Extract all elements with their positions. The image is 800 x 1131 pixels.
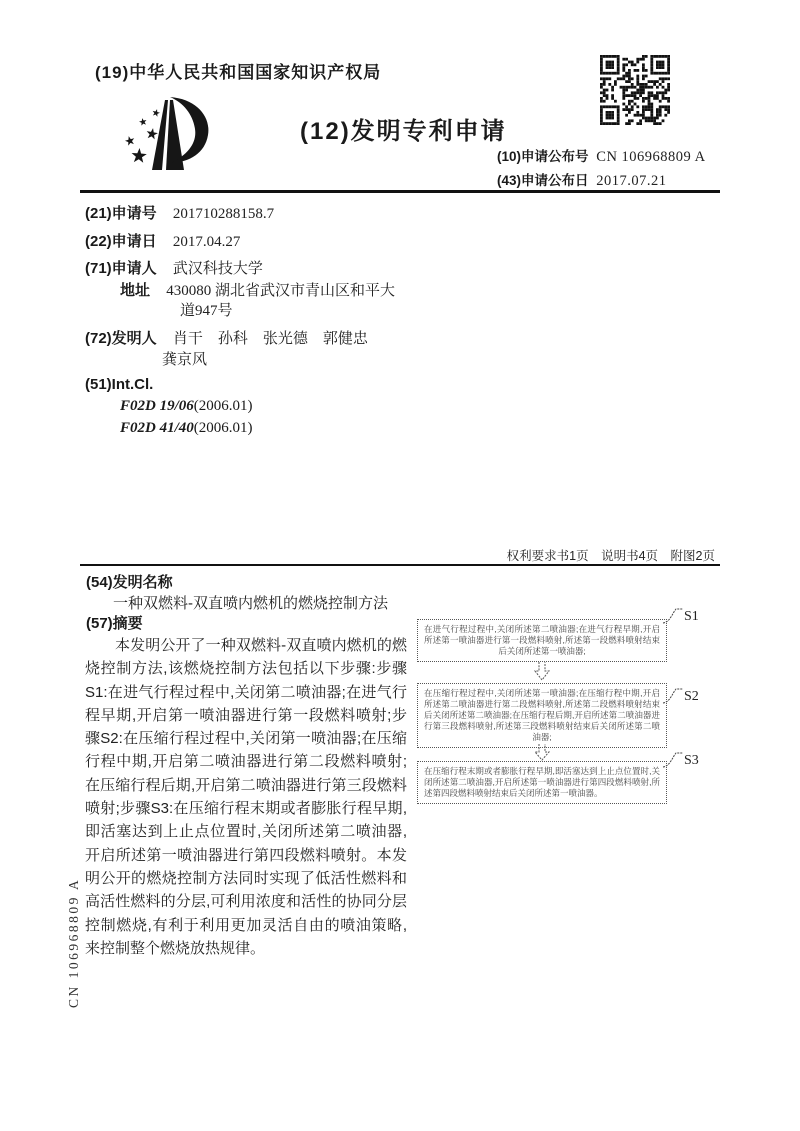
mid-divider (80, 564, 720, 566)
application-date-value: 2017.04.27 (172, 234, 241, 250)
application-date-label: (22)申请日 (85, 233, 157, 250)
inventors-row-2 (162, 348, 207, 369)
publication-date-row (497, 169, 667, 190)
application-number-row (85, 202, 274, 223)
side-publication-code: CN 106968809 A (66, 877, 81, 1008)
pages-info: 权利要求书1页 说明书4页 附图2页 (506, 549, 715, 563)
application-date-row (85, 230, 240, 251)
intcl-entry-1 (120, 398, 253, 415)
publication-date-label: (43)申请公布日 (497, 173, 589, 188)
intcl-row (85, 376, 153, 393)
intcl-code-2: F02D 41/40 (120, 420, 194, 436)
publication-number-value: CN 106968809 A (596, 149, 706, 165)
publication-number-row (497, 145, 706, 166)
intcl-edition-1: (2006.01) (193, 398, 253, 414)
intcl-label: (51)Int.Cl. (85, 376, 154, 393)
intcl-edition-2: (2006.01) (193, 420, 253, 436)
flowchart-step-s1-label: S1 (662, 606, 699, 625)
address-row (120, 279, 395, 300)
application-number-label: (21)申请号 (85, 205, 157, 222)
inventors-row (85, 327, 368, 348)
publication-number-label: (10)申请公布号 (497, 149, 589, 164)
flowchart-step-s3-box: 在压缩行程末期或者膨胀行程早期,即活塞达到上止点位置时,关闭所述第二喷油器,开启所述第一喷油器进行第四段燃料喷射,所述第四段燃料喷射结束后关闭所述第一喷油器。 (417, 761, 667, 804)
applicant-value: 武汉科技大学 (172, 261, 263, 277)
applicant-label: (71)申请人 (85, 260, 157, 277)
inventors-line1: 肖干 孙科 张光德 郭健忠 (172, 331, 368, 347)
s2-connector-icon (662, 686, 684, 704)
abstract-label: (57)摘要 (86, 615, 143, 632)
cnipa-logo-icon (112, 92, 217, 174)
s3-connector-icon (662, 750, 684, 768)
flowchart-step-s1-box: 在进气行程过程中,关闭所述第二喷油器;在进气行程早期,开启所述第一喷油器进行第一段燃料喷射,所述第一段燃料喷射结束后关闭所述第一喷油器; (417, 619, 667, 662)
flow-arrow-1-icon (533, 662, 551, 681)
header-divider (80, 190, 720, 193)
address-line2: 道947号 (180, 303, 233, 319)
invention-title: 一种双燃料-双直喷内燃机的燃烧控制方法 (113, 595, 388, 612)
intcl-entry-2 (120, 420, 253, 437)
applicant-row (85, 257, 263, 278)
inventors-line2: 龚京风 (162, 352, 208, 368)
publication-date-value: 2017.07.21 (596, 173, 667, 189)
inventors-label: (72)发明人 (85, 330, 157, 347)
flow-arrow-2-icon (533, 744, 551, 761)
invention-title-label: (54)发明名称 (86, 574, 173, 591)
office-name: (19)中华人民共和国国家知识产权局 (95, 63, 382, 82)
application-number-value: 201710288158.7 (172, 206, 275, 222)
qr-code-icon (600, 55, 670, 125)
intcl-code-1: F02D 19/06 (120, 398, 194, 414)
address-line1: 430080 湖北省武汉市青山区和平大 (166, 283, 395, 299)
address-row-2 (180, 299, 233, 320)
flowchart-step-s2-label: S2 (662, 686, 699, 705)
abstract-text: 本发明公开了一种双燃料-双直喷内燃机的燃烧控制方法,该燃烧控制方法包括以下步骤:步骤S1:在进气行程过程中,关闭第二喷油器;在进气行程早期,开启第一喷油器进行第一段燃料喷射;步骤S2:在压缩行程过程中,关闭第一喷油器;在压缩行程中期,开启第二喷油器进行第二段燃料喷射;在压缩行程后期,开启第二喷油器进行第三段燃料喷射;步骤S3:在压缩行程末期或者膨胀行程早期,即活塞达到上止点位置时,关闭所述第二喷油器,开启所述第一喷油器进行第四段燃料喷射。本发明公开的燃烧控制方法同时实现了低活性燃料和高活性燃料的分层,可利用浓度和活性的协同分层控制燃烧,有利于利用更加灵活自由的喷油策略,来控制整个燃烧放热规律。 (85, 637, 407, 957)
s1-connector-icon (662, 606, 684, 624)
address-label: 地址 (120, 282, 151, 299)
doc-type-title: (12)发明专利申请 (300, 118, 507, 145)
flowchart-step-s3-label: S3 (662, 750, 699, 769)
flowchart-step-s2-box: 在压缩行程过程中,关闭所述第一喷油器;在压缩行程中期,开启所述第二喷油器进行第二段燃料喷射,所述第二段燃料喷射结束后关闭所述第二喷油器;在压缩行程后期,开启所述第二喷油器进行第三段燃料喷射,所述第三段燃料喷射结束后关闭所述第二喷油器; (417, 683, 667, 748)
